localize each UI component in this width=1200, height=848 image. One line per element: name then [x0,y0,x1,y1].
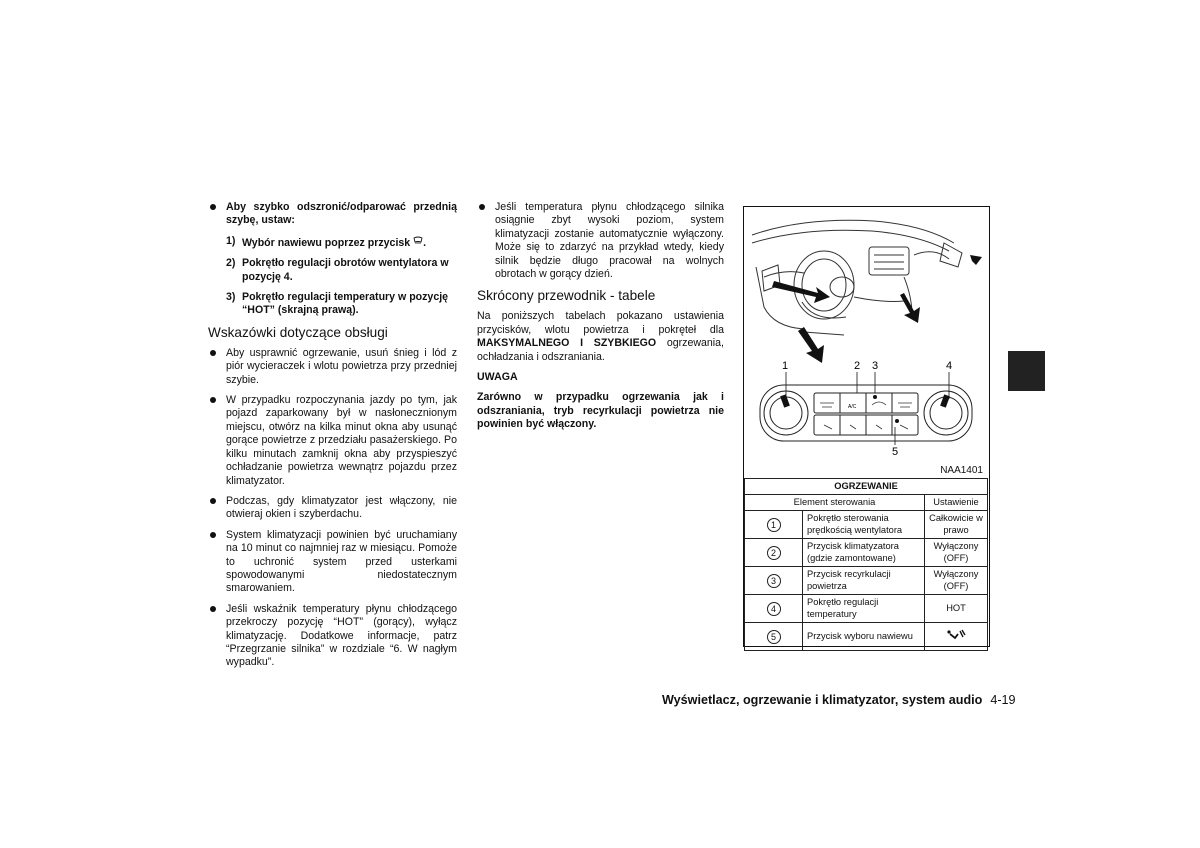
heating-settings-table [744,478,988,651]
row-number: 4 [767,602,781,616]
row-value: Wyłączony (OFF) [925,567,988,595]
coolant-bullet: Jeśli temperatura płynu chłodzącego silnika osiągnie zbyt wysoki poziom, system klimatyzacji zostanie automatycznie wyłączony. Może się to zdarzyć na przykład wtedy, kiedy silnik będzie długo pracował na wolnych obrotach w gorący dzień. [477,201,724,281]
quick-guide-paragraph [477,310,724,364]
column-header-setting: Ustawienie [925,495,988,511]
dashboard-illustration [744,207,988,477]
row-number: 1 [767,518,781,532]
table-row [745,539,988,567]
step-text: Wybór nawiewu poprzez przycisk [242,236,411,249]
tip-bullet: System klimatyzacji powinien być uruchamiany na 10 minut co najmniej raz w miesiącu. Pomoże to uchronić system przed usterkami spowodowanymi niedostatecznym smarowaniem. [208,529,457,596]
floor-vent-icon [946,628,966,642]
table-row [745,595,988,623]
step-number: 1) [226,234,236,247]
heating-figure [743,206,990,647]
section-title-tips: Wskazówki dotyczące obsługi [208,324,388,340]
defrost-step-3 [208,291,457,318]
defrost-intro-bullet: Aby szybko odszronić/odparować przednią szybę, ustaw: [208,201,457,228]
defrost-step-2 [208,257,457,284]
page-number: 4-19 [990,693,1016,707]
middle-column [477,201,724,439]
row-value: HOT [925,595,988,623]
row-element: Przycisk wyboru nawiewu [803,623,925,651]
defrost-icon [413,235,423,249]
tip-bullet: Podczas, gdy klimatyzator jest włączony, nie otwieraj okien i szyberdachu. [208,495,457,522]
row-value: Wyłączony (OFF) [925,539,988,567]
section-title-quick-guide: Skrócony przewodnik - tabele [477,288,656,304]
callout-3: 3 [872,360,879,372]
callout-1: 1 [782,360,789,372]
tip-bullet: W przypadku rozpoczynania jazdy po tym, jak pojazd zaparkowany był w nasłonecznionym miejscu, otwórz na kilka minut okna aby usunąć gorące powietrze z przedziału pasażerskiego. Po kilku minutach zamknij okna aby przyspieszyć ochładzanie powietrza wewnątrz pojazdu przez klimatyzator. [208,394,457,488]
callout-2: 2 [854,360,861,372]
row-value [925,623,988,651]
caution-text: Zarówno w przypadku ogrzewania jak i odszraniania, tryb recyrkulacji powietrza nie powinien być włączony. [477,391,724,431]
column-header-element: Element sterowania [745,495,925,511]
row-element: Pokrętło sterowania prędkością wentylatora [803,511,925,539]
row-element: Przycisk recyrkulacji powietrza [803,567,925,595]
defrost-step-1 [208,235,457,250]
para-bold-text: MAKSYMALNEGO I SZYBKIEGO [477,337,657,350]
row-element: Przycisk klimatyzatora (gdzie zamontowane) [803,539,925,567]
step-text: Pokrętło regulacji obrotów wentylatora w pozycję 4. [242,257,449,283]
row-element: Pokrętło regulacji temperatury [803,595,925,623]
table-row [745,511,988,539]
tip-bullet: Aby usprawnić ogrzewanie, usuń śnieg i lód z piór wycieraczek i wlotu powietrza przy przedniej szybie. [208,347,457,387]
row-value: Całkowicie w prawo [925,511,988,539]
ac-button-label: A/C [848,404,857,410]
tip-bullet: Jeśli wskaźnik temperatury płynu chłodzącego przekroczy pozycję “HOT” (gorący), wyłącz klimatyzację. Dodatkowe informacje, patrz “Przegrzanie silnika” w rozdziale “6. W nagłym wypadku”. [208,603,457,670]
step-suffix: . [423,236,427,249]
row-number: 5 [767,630,781,644]
table-row [745,567,988,595]
page-footer [662,693,1016,707]
figure-code: NAA1401 [940,465,983,476]
para-text: Na poniższych tabelach pokazano ustawienia przycisków, wlotu powietrza i pokręteł dla [477,310,724,336]
callout-5: 5 [892,446,899,458]
callout-4: 4 [946,360,953,372]
table-title: OGRZEWANIE [745,479,988,495]
table-row [745,623,988,651]
para-text: ogrzewania, ochładzania i odszraniania. [477,337,724,363]
footer-title: Wyświetlacz, ogrzewanie i klimatyzator, system audio [662,693,983,707]
row-number: 2 [767,546,781,560]
caution-title: UWAGA [477,371,518,384]
step-number: 3) [226,291,236,304]
step-text: Pokrętło regulacji temperatury w pozycję “HOT” (skrajną prawą). [242,291,449,317]
row-number: 3 [767,574,781,588]
chapter-tab-marker [1008,351,1045,391]
left-column [208,201,457,677]
step-number: 2) [226,257,236,270]
